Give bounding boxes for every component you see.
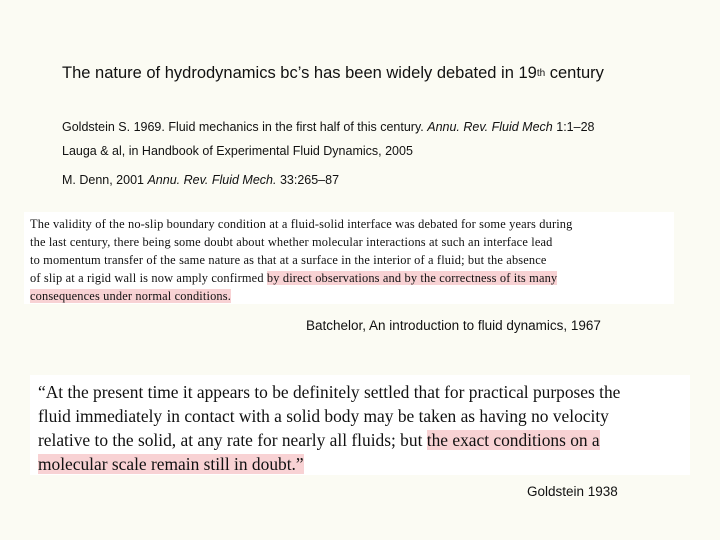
title-text: The nature of hydrodynamics bc’s has been widely debated in 19	[62, 64, 537, 82]
goldstein-highlight: molecular scale remain still in doubt.”	[38, 454, 304, 474]
batchelor-quote-line: of slip at a rigid wall is now amply confirmed by direct observations and by the correctness of its many	[30, 271, 558, 285]
goldstein-highlight: the exact conditions on a	[426, 430, 600, 450]
batchelor-quote-line: the last century, there being some doubt about whether molecular interactions at such an interface lead	[30, 235, 553, 249]
batchelor-quote	[24, 212, 674, 304]
goldstein-citation: Goldstein 1938	[527, 484, 618, 499]
title-suffix: century	[545, 64, 604, 82]
goldstein-quote-line	[38, 454, 304, 475]
batchelor-quote-line	[30, 289, 231, 304]
reference-denn-2001: M. Denn, 2001 Annu. Rev. Fluid Mech. 33:265–87	[62, 173, 340, 187]
goldstein-quote	[30, 375, 690, 475]
batchelor-highlight: consequences under normal conditions.	[30, 289, 231, 303]
goldstein-quote-line: “At the present time it appears to be definitely settled that for practical purposes the	[38, 382, 621, 402]
slide-title	[62, 64, 604, 83]
title-superscript: th	[536, 68, 546, 79]
batchelor-quote-line: The validity of the no-slip boundary condition at a fluid-solid interface was debated for some years during	[30, 217, 573, 231]
reference-lauga-2005: Lauga & al, in Handbook of Experimental Fluid Dynamics, 2005	[62, 144, 413, 158]
reference-goldstein-1969: Goldstein S. 1969. Fluid mechanics in the first half of this century. Annu. Rev. Fluid Mech 1:1–28	[62, 120, 595, 134]
batchelor-quote-line: to momentum transfer of the same nature as that at a surface in the interior of a fluid; but the absence	[30, 253, 547, 267]
goldstein-quote-line: relative to the solid, at any rate for nearly all fluids; but the exact conditions on a	[38, 430, 600, 450]
goldstein-quote-line: fluid immediately in contact with a solid body may be taken as having no velocity	[38, 406, 609, 426]
batchelor-citation: Batchelor, An introduction to fluid dynamics, 1967	[306, 318, 601, 333]
batchelor-highlight: by direct observations and by the correctness of its many	[266, 271, 558, 285]
